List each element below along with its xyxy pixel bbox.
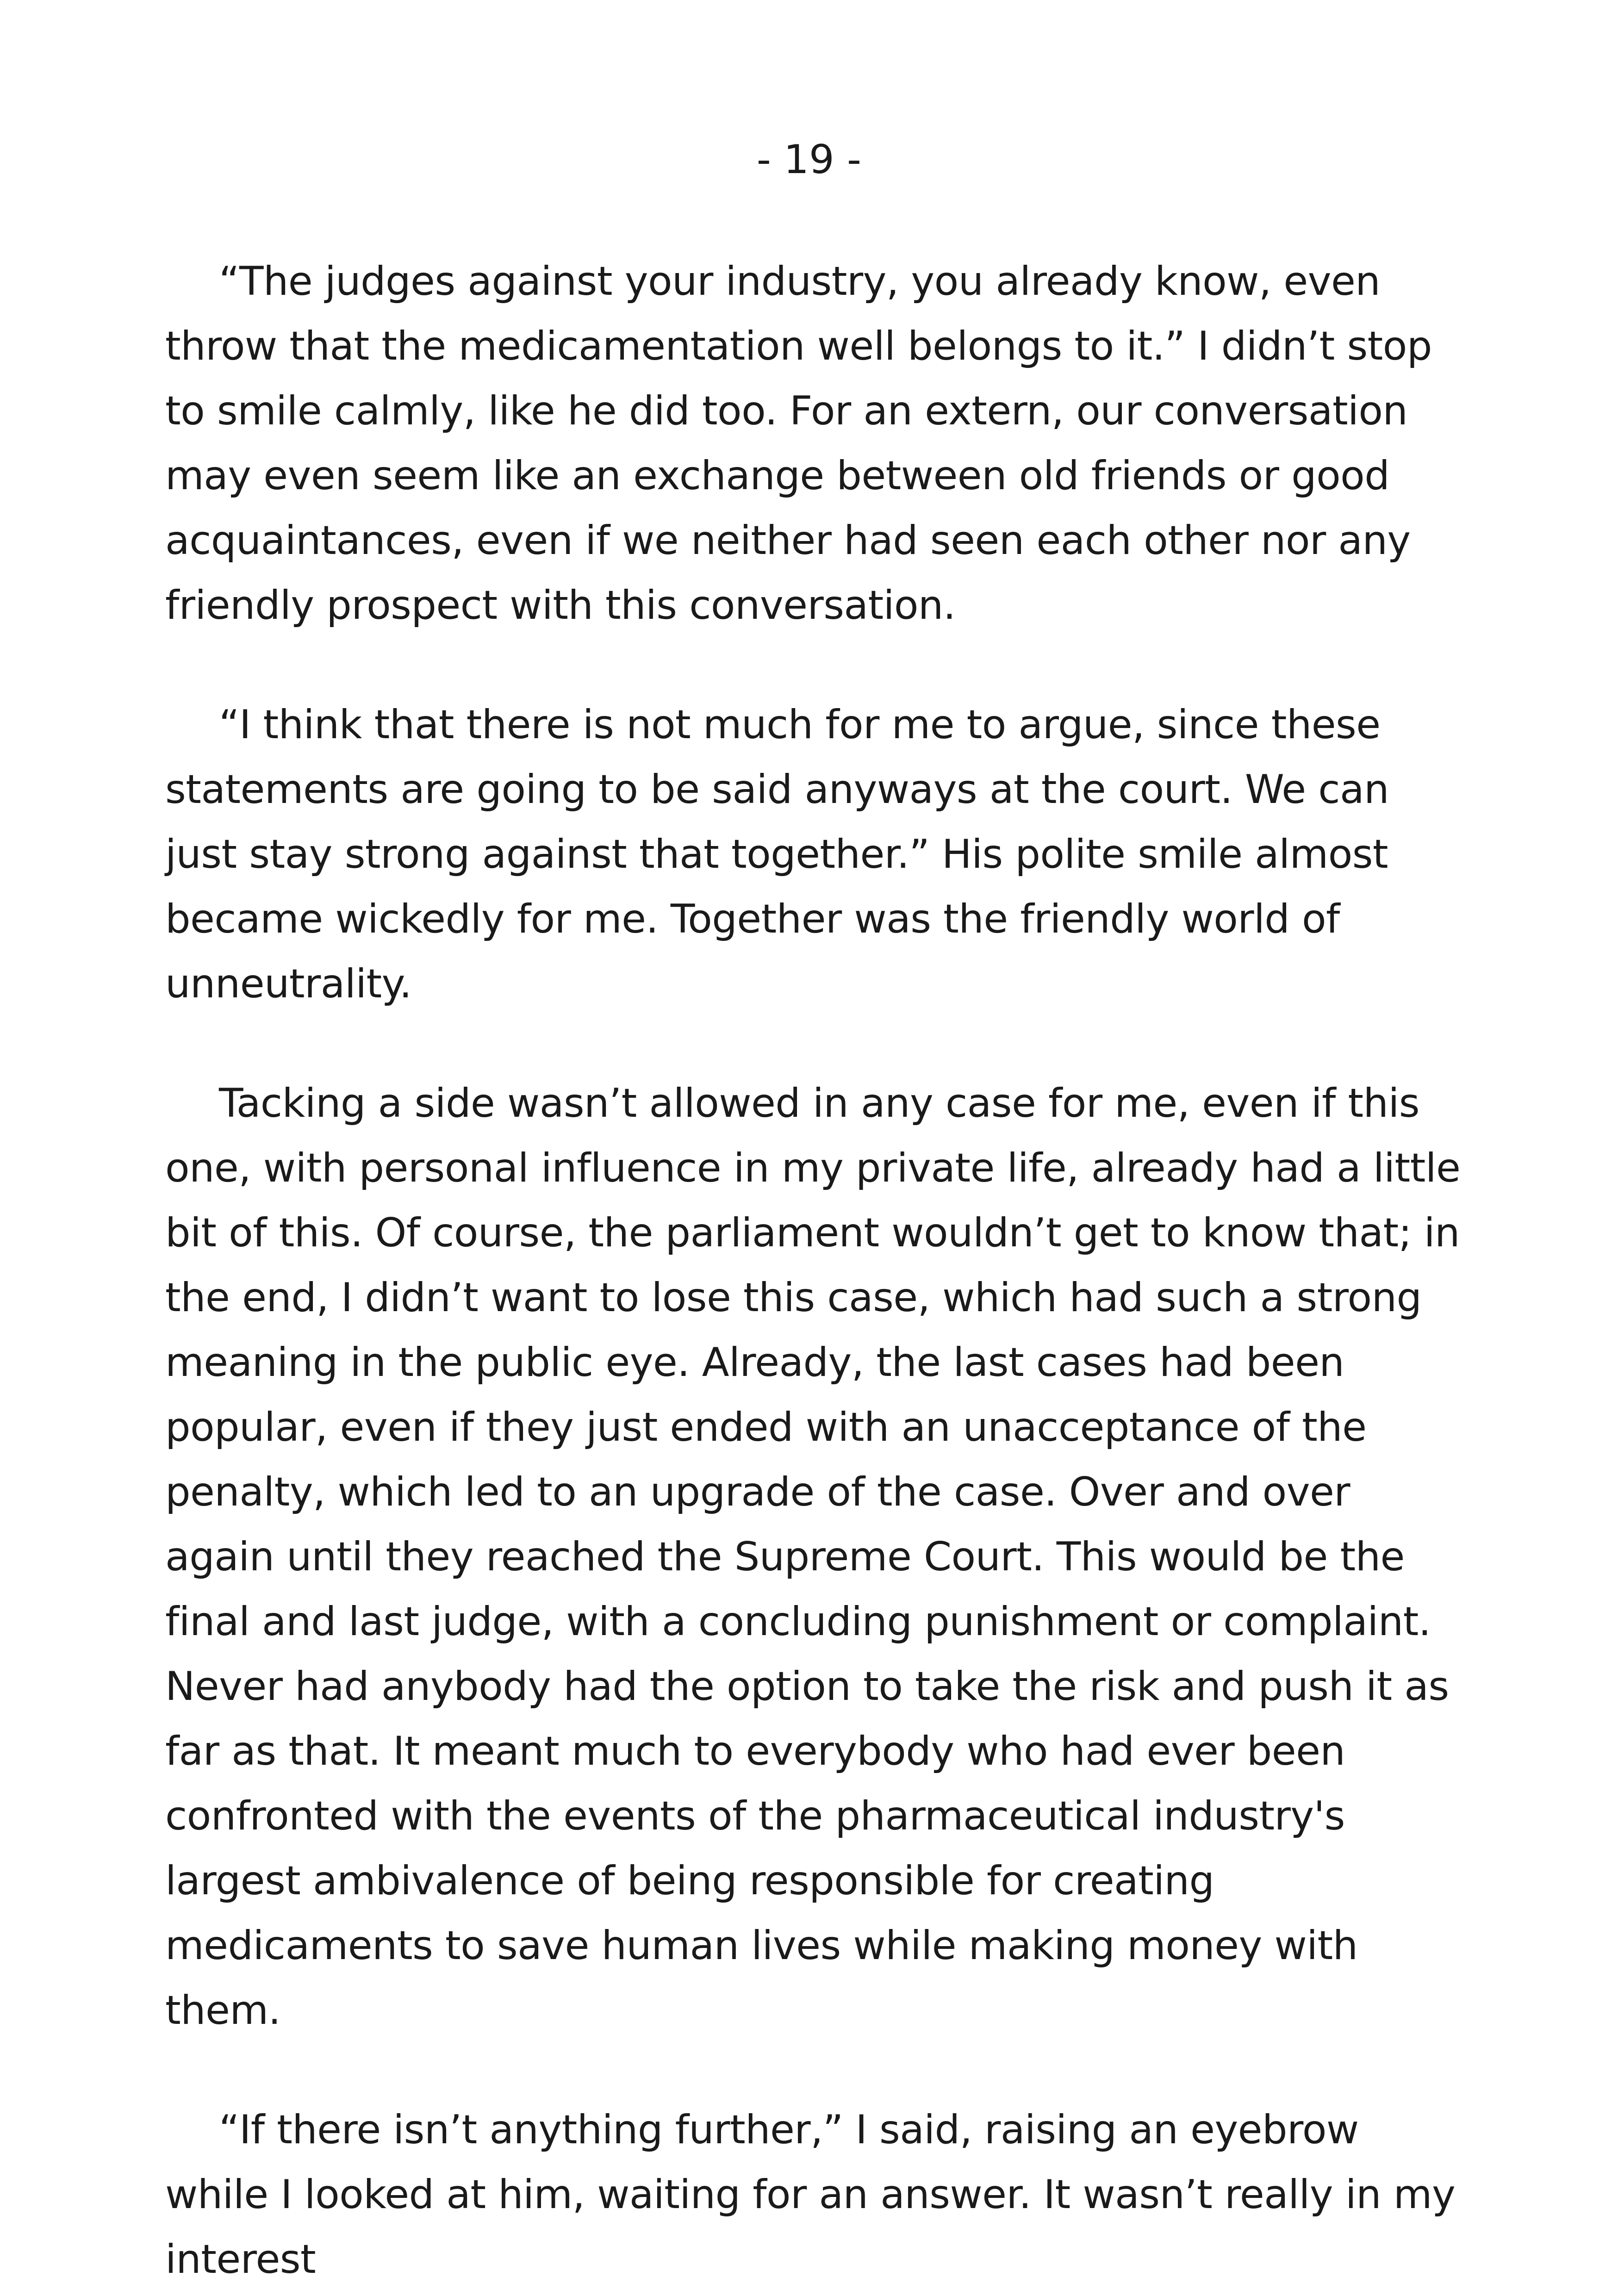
paragraph-1: “The judges against your industry, you already know, even throw that the medicamentation well belongs to it.” I didn’t stop to smile calmly, like he did too. For an extern, our conversation may even seem like an exchange between old friends or good acquaintances, even if we neither had seen each other nor any friendly prospect with this conversation. xyxy=(165,258,1432,628)
page-number: - 19 - xyxy=(756,137,862,183)
paragraph-3: Tacking a side wasn’t allowed in any case for me, even if this one, with personal influence in my private life, already had a little bit of this. Of course, the parliament wouldn’t get to know that; in the end, I didn’t want to lose this case, which had such a strong meaning in the public eye. Already, the last cases had been popular, even if they just ended with an unacceptance of the penalty, which led to an upgrade of the case. Over and over again until they reached the Supreme Court. This would be the final and last judge, with a concluding punishment or complaint. Never had anybody had the option to take the risk and push it as far as that. It meant much to everybody who had ever been confronted with the events of the pharmaceutical industry's largest ambivalence of being responsible for creating medicaments to save human lives while making money with them. xyxy=(165,1080,1461,2034)
body-text xyxy=(165,249,1466,2292)
paragraph-4: “If there isn’t anything further,” I said, raising an eyebrow while I looked at him, waiting for an answer. It wasn’t really in my interest xyxy=(165,2107,1456,2283)
paragraph-2: “I think that there is not much for me to argue, since these statements are going to be said anyways at the court. We can just stay strong against that together.” His polite smile almost became wickedly for me. Together was the friendly world of unneutrality. xyxy=(165,702,1389,1007)
